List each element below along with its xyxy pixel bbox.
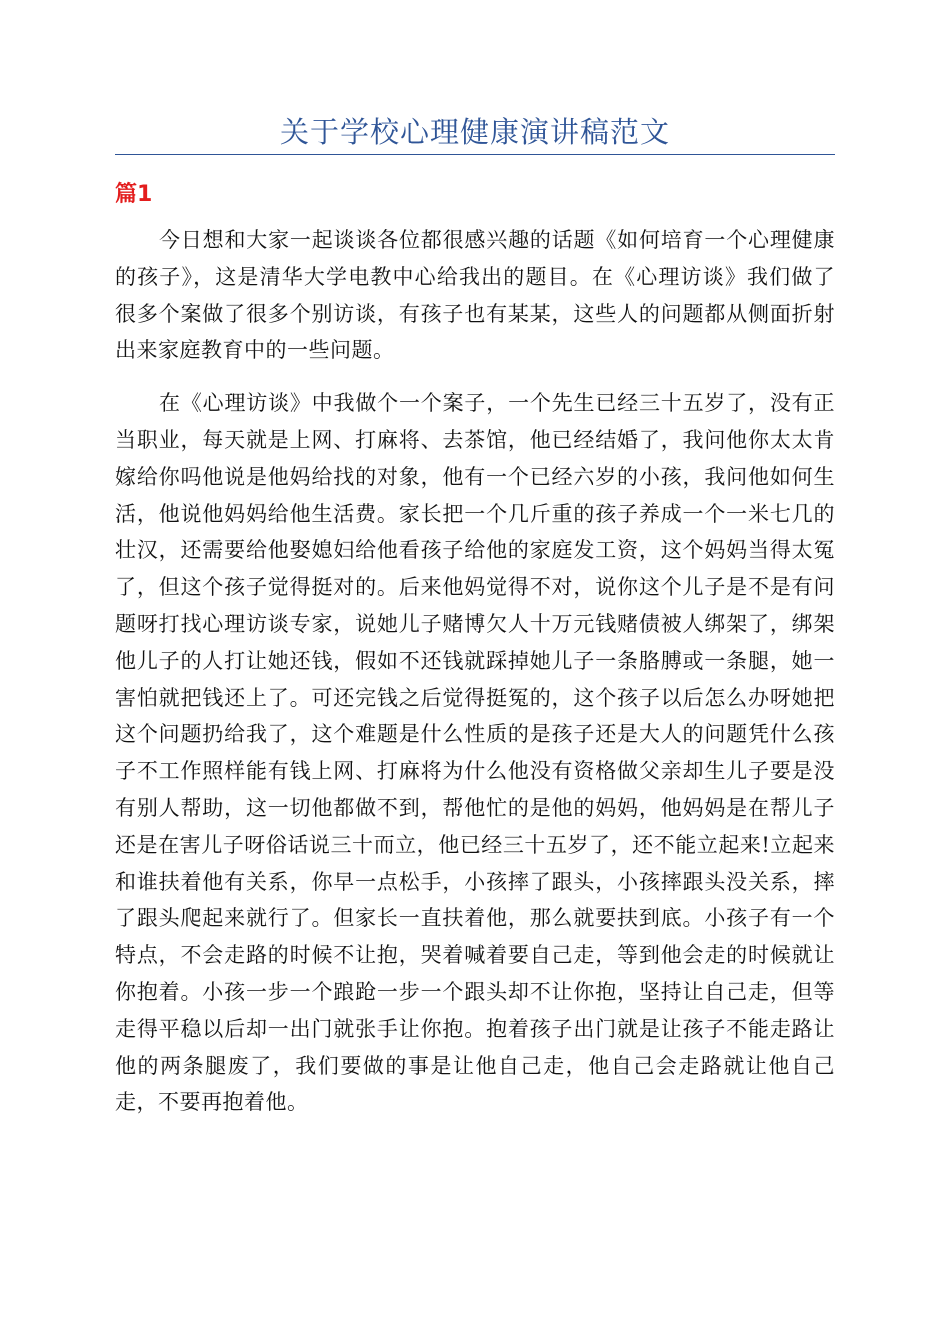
title-divider [115, 154, 835, 155]
body-text [115, 222, 835, 1137]
section-heading: 篇1 [115, 182, 153, 207]
paragraph-2: 在《心理访谈》中我做个一个案子，一个先生已经三十五岁了，没有正当职业，每天就是上网、打麻将、去茶馆，他已经结婚了，我问他你太太肯嫁给你吗他说是他妈给找的对象，他有一个已经六岁的小孩，我问他如何生活，他说他妈妈给他生活费。家长把一个几斤重的孩子养成一个一米七几的壮汉，还需要给他娶媳妇给他看孩子给他的家庭发工资，这个妈妈当得太冤了，但这个孩子觉得挺对的。后来他妈觉得不对，说你这个儿子是不是有问题呀打找心理访谈专家，说她儿子赌博欠人十万元钱赌债被人绑架了，绑架他儿子的人打让她还钱，假如不还钱就踩掉她儿子一条胳膊或一条腿，她一害怕就把钱还上了。可还完钱之后觉得挺冤的，这个孩子以后怎么办呀她把这个问题扔给我了，这个难题是什么性质的是孩子还是大人的问题凭什么孩子不工作照样能有钱上网、打麻将为什么他没有资格做父亲却生儿子要是没有别人帮助，这一切他都做不到，帮他忙的是他的妈妈，他妈妈是在帮儿子还是在害儿子呀俗话说三十而立，他已经三十五岁了，还不能立起来!立起来和谁扶着他有关系，你早一点松手，小孩摔了跟头，小孩摔跟头没关系，摔了跟头爬起来就行了。但家长一直扶着他，那么就要扶到底。小孩子有一个特点，不会走路的时候不让抱，哭着喊着要自己走，等到他会走的时候就让你抱着。小孩一步一个踉跄一步一个跟头却不让你抱，坚持让自己走，但等走得平稳以后却一出门就张手让你抱。抱着孩子出门就是让孩子不能走路让他的两条腿废了，我们要做的事是让他自己走，他自己会走路就让他自己走，不要再抱着他。 [115, 391, 835, 1115]
paragraph-1: 今日想和大家一起谈谈各位都很感兴趣的话题《如何培育一个心理健康的孩子》，这是清华大学电教中心给我出的题目。在《心理访谈》我们做了很多个案做了很多个别访谈，有孩子也有某某，这些人的问题都从侧面折射出来家庭教育中的一些问题。 [115, 228, 835, 363]
document-title: 关于学校心理健康演讲稿范文 [279, 115, 670, 149]
